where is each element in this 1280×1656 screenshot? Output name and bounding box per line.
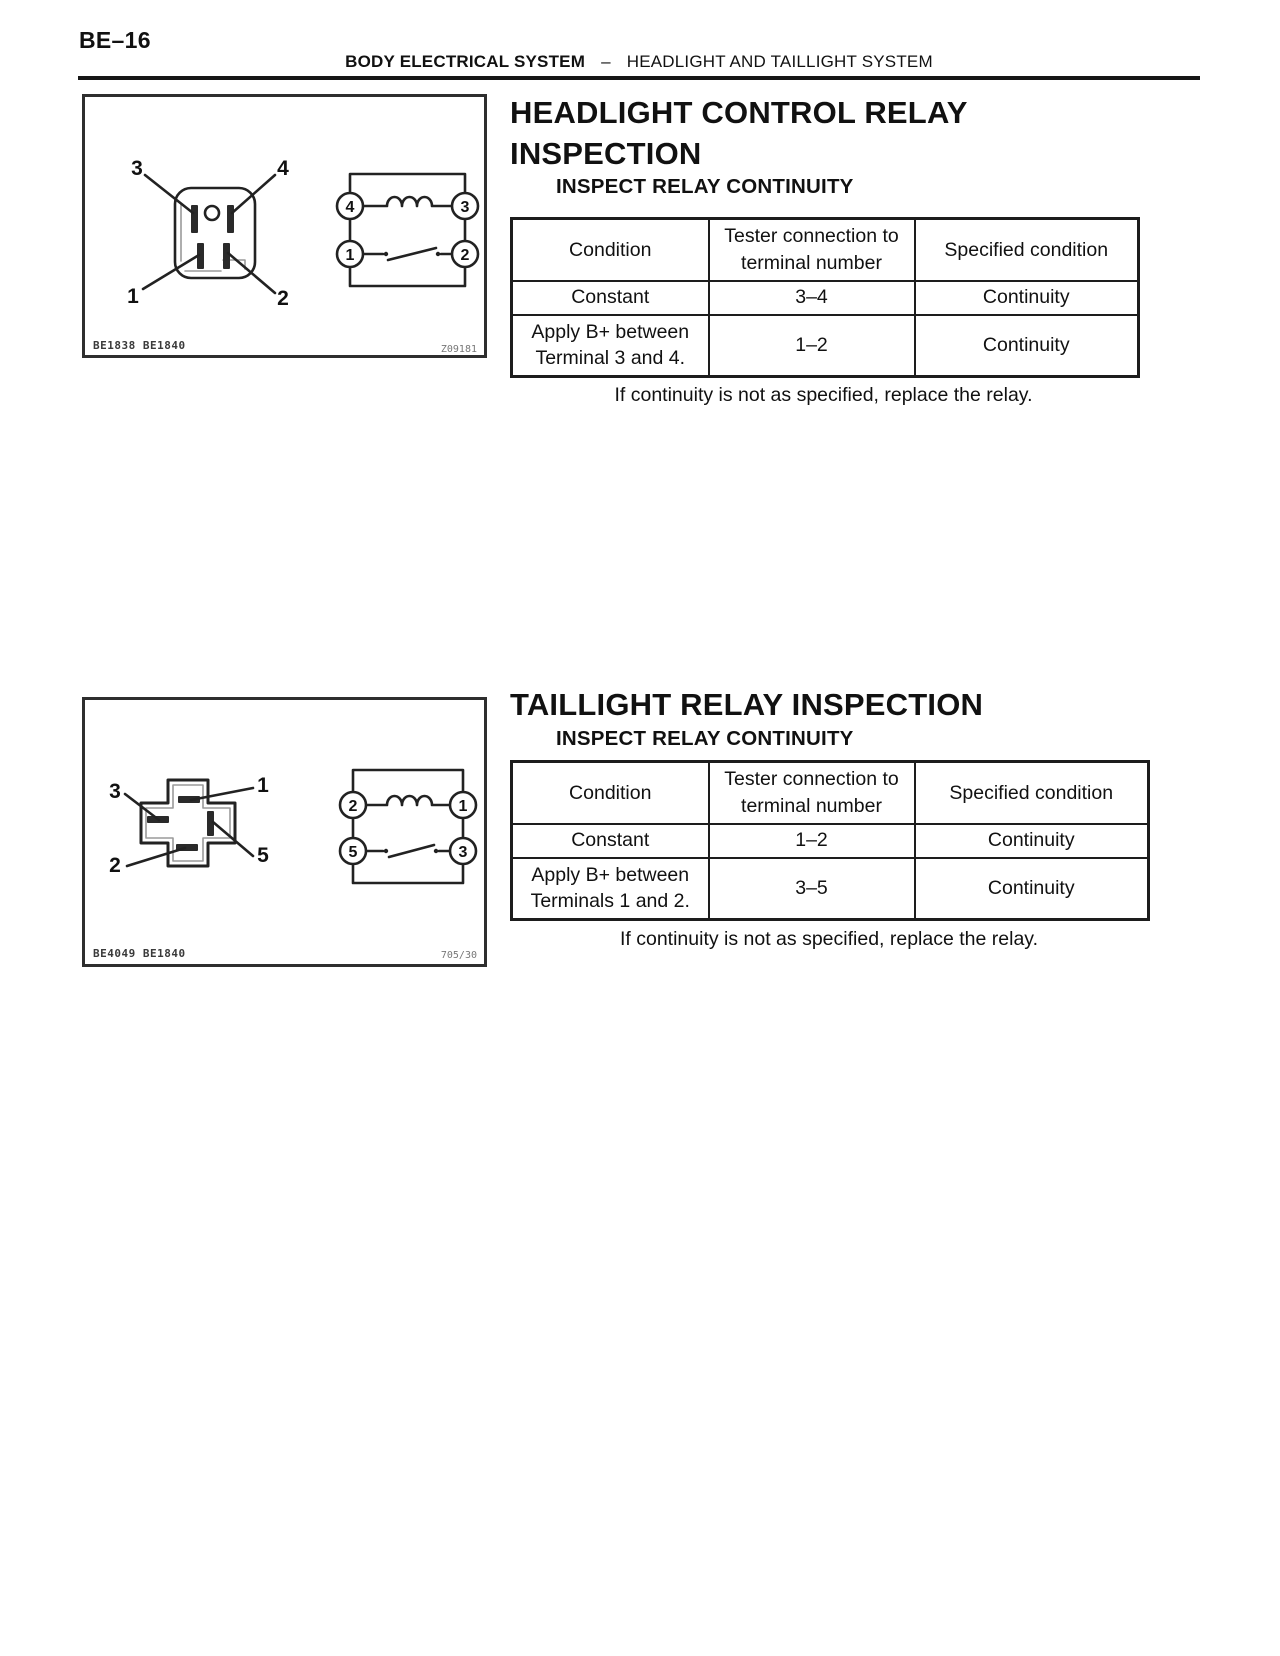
column-header-condition: Condition bbox=[512, 219, 709, 281]
cell-terminals: 3–5 bbox=[709, 858, 915, 920]
relay-circuit-diagram bbox=[337, 174, 478, 286]
table-header-row bbox=[512, 219, 1139, 281]
leader-line bbox=[191, 788, 253, 800]
cell-specified: Continuity bbox=[915, 858, 1149, 920]
relay-circuit-diagram bbox=[340, 770, 476, 883]
table-row bbox=[512, 824, 1149, 858]
table-row bbox=[512, 315, 1139, 377]
section-title-line: TAILLIGHT RELAY INSPECTION bbox=[510, 687, 984, 722]
header-rule bbox=[78, 76, 1200, 80]
terminal-label: 1 bbox=[257, 774, 269, 797]
note-text: If continuity is not as specified, replace the relay. bbox=[619, 928, 1039, 950]
cell-condition: Constant bbox=[512, 281, 709, 315]
column-header-tester-connection: Tester connection to terminal number bbox=[709, 762, 915, 824]
terminal-label: 4 bbox=[277, 157, 289, 180]
leader-line bbox=[228, 253, 275, 293]
table-row bbox=[512, 281, 1139, 315]
column-header-condition: Condition bbox=[512, 762, 709, 824]
page-header bbox=[78, 52, 1200, 72]
figure-headlight-relay bbox=[82, 94, 487, 358]
switch-icon bbox=[363, 248, 452, 260]
cell-condition: Apply B+ between Terminals 1 and 2. bbox=[512, 858, 709, 920]
cell-specified: Continuity bbox=[915, 315, 1139, 377]
circuit-terminal-number: 5 bbox=[348, 844, 358, 861]
figure-code-right: 705/30 bbox=[440, 950, 477, 961]
circuit-terminal-number: 3 bbox=[458, 844, 468, 861]
cell-terminals: 1–2 bbox=[709, 824, 915, 858]
relay-connector-diagram bbox=[127, 157, 289, 310]
subsection-title: INSPECT RELAY CONTINUITY bbox=[556, 727, 854, 750]
cell-terminals: 3–4 bbox=[709, 281, 915, 315]
terminal-label: 2 bbox=[277, 287, 289, 310]
terminal-label: 3 bbox=[131, 157, 143, 180]
section-title-headlight bbox=[510, 92, 968, 174]
coil-icon bbox=[366, 796, 450, 805]
terminal-label: 1 bbox=[127, 285, 139, 308]
subsection-title: INSPECT RELAY CONTINUITY bbox=[556, 175, 854, 198]
terminal-label: 5 bbox=[257, 844, 269, 867]
column-header-specified-condition: Specified condition bbox=[915, 219, 1139, 281]
cell-specified: Continuity bbox=[915, 824, 1149, 858]
cell-specified: Continuity bbox=[915, 281, 1139, 315]
terminal-label: 2 bbox=[109, 854, 121, 877]
cell-condition: Apply B+ between Terminal 3 and 4. bbox=[512, 315, 709, 377]
leader-line bbox=[232, 175, 275, 213]
cell-condition: Constant bbox=[512, 824, 709, 858]
figure-code-left: BE1838 BE1840 bbox=[93, 339, 186, 352]
note-text: If continuity is not as specified, replace the relay. bbox=[614, 384, 1033, 406]
circuit-terminal-number: 4 bbox=[345, 199, 355, 216]
header-separator: – bbox=[601, 52, 611, 71]
figure-code-left: BE4049 BE1840 bbox=[93, 947, 186, 960]
leader-line bbox=[127, 848, 185, 866]
circuit-terminal-number: 2 bbox=[348, 798, 358, 815]
circuit-terminal-number: 1 bbox=[345, 247, 355, 264]
figure-code-right: Z09181 bbox=[440, 344, 477, 355]
coil-icon bbox=[363, 197, 452, 206]
relay-connector-diagram bbox=[109, 774, 269, 877]
leader-line bbox=[213, 822, 253, 856]
headlight-relay-continuity-table bbox=[510, 217, 1140, 378]
switch-icon bbox=[366, 845, 450, 857]
taillight-relay-continuity-table bbox=[510, 760, 1150, 921]
page-number: BE–16 bbox=[79, 27, 151, 53]
figure-taillight-relay bbox=[82, 697, 487, 967]
circuit-terminal-number: 3 bbox=[460, 199, 470, 216]
leader-line bbox=[145, 175, 193, 213]
leader-line bbox=[143, 255, 199, 289]
header-system-title: BODY ELECTRICAL SYSTEM bbox=[345, 52, 586, 71]
circuit-terminal-number: 1 bbox=[458, 798, 468, 815]
column-header-specified-condition: Specified condition bbox=[915, 762, 1149, 824]
cell-terminals: 1–2 bbox=[709, 315, 915, 377]
taillight-relay-drawing bbox=[85, 700, 484, 964]
column-header-tester-connection: Tester connection to terminal number bbox=[709, 219, 915, 281]
section-title-line: HEADLIGHT CONTROL RELAY bbox=[510, 95, 968, 130]
section-title-taillight bbox=[510, 684, 983, 725]
table-header-row bbox=[512, 762, 1149, 824]
terminal-label: 3 bbox=[109, 780, 121, 803]
header-subsystem-title: HEADLIGHT AND TAILLIGHT SYSTEM bbox=[626, 52, 933, 71]
headlight-relay-drawing bbox=[85, 97, 484, 355]
section-title-line: INSPECTION bbox=[510, 136, 702, 171]
circuit-terminal-number: 2 bbox=[460, 247, 470, 264]
table-row bbox=[512, 858, 1149, 920]
